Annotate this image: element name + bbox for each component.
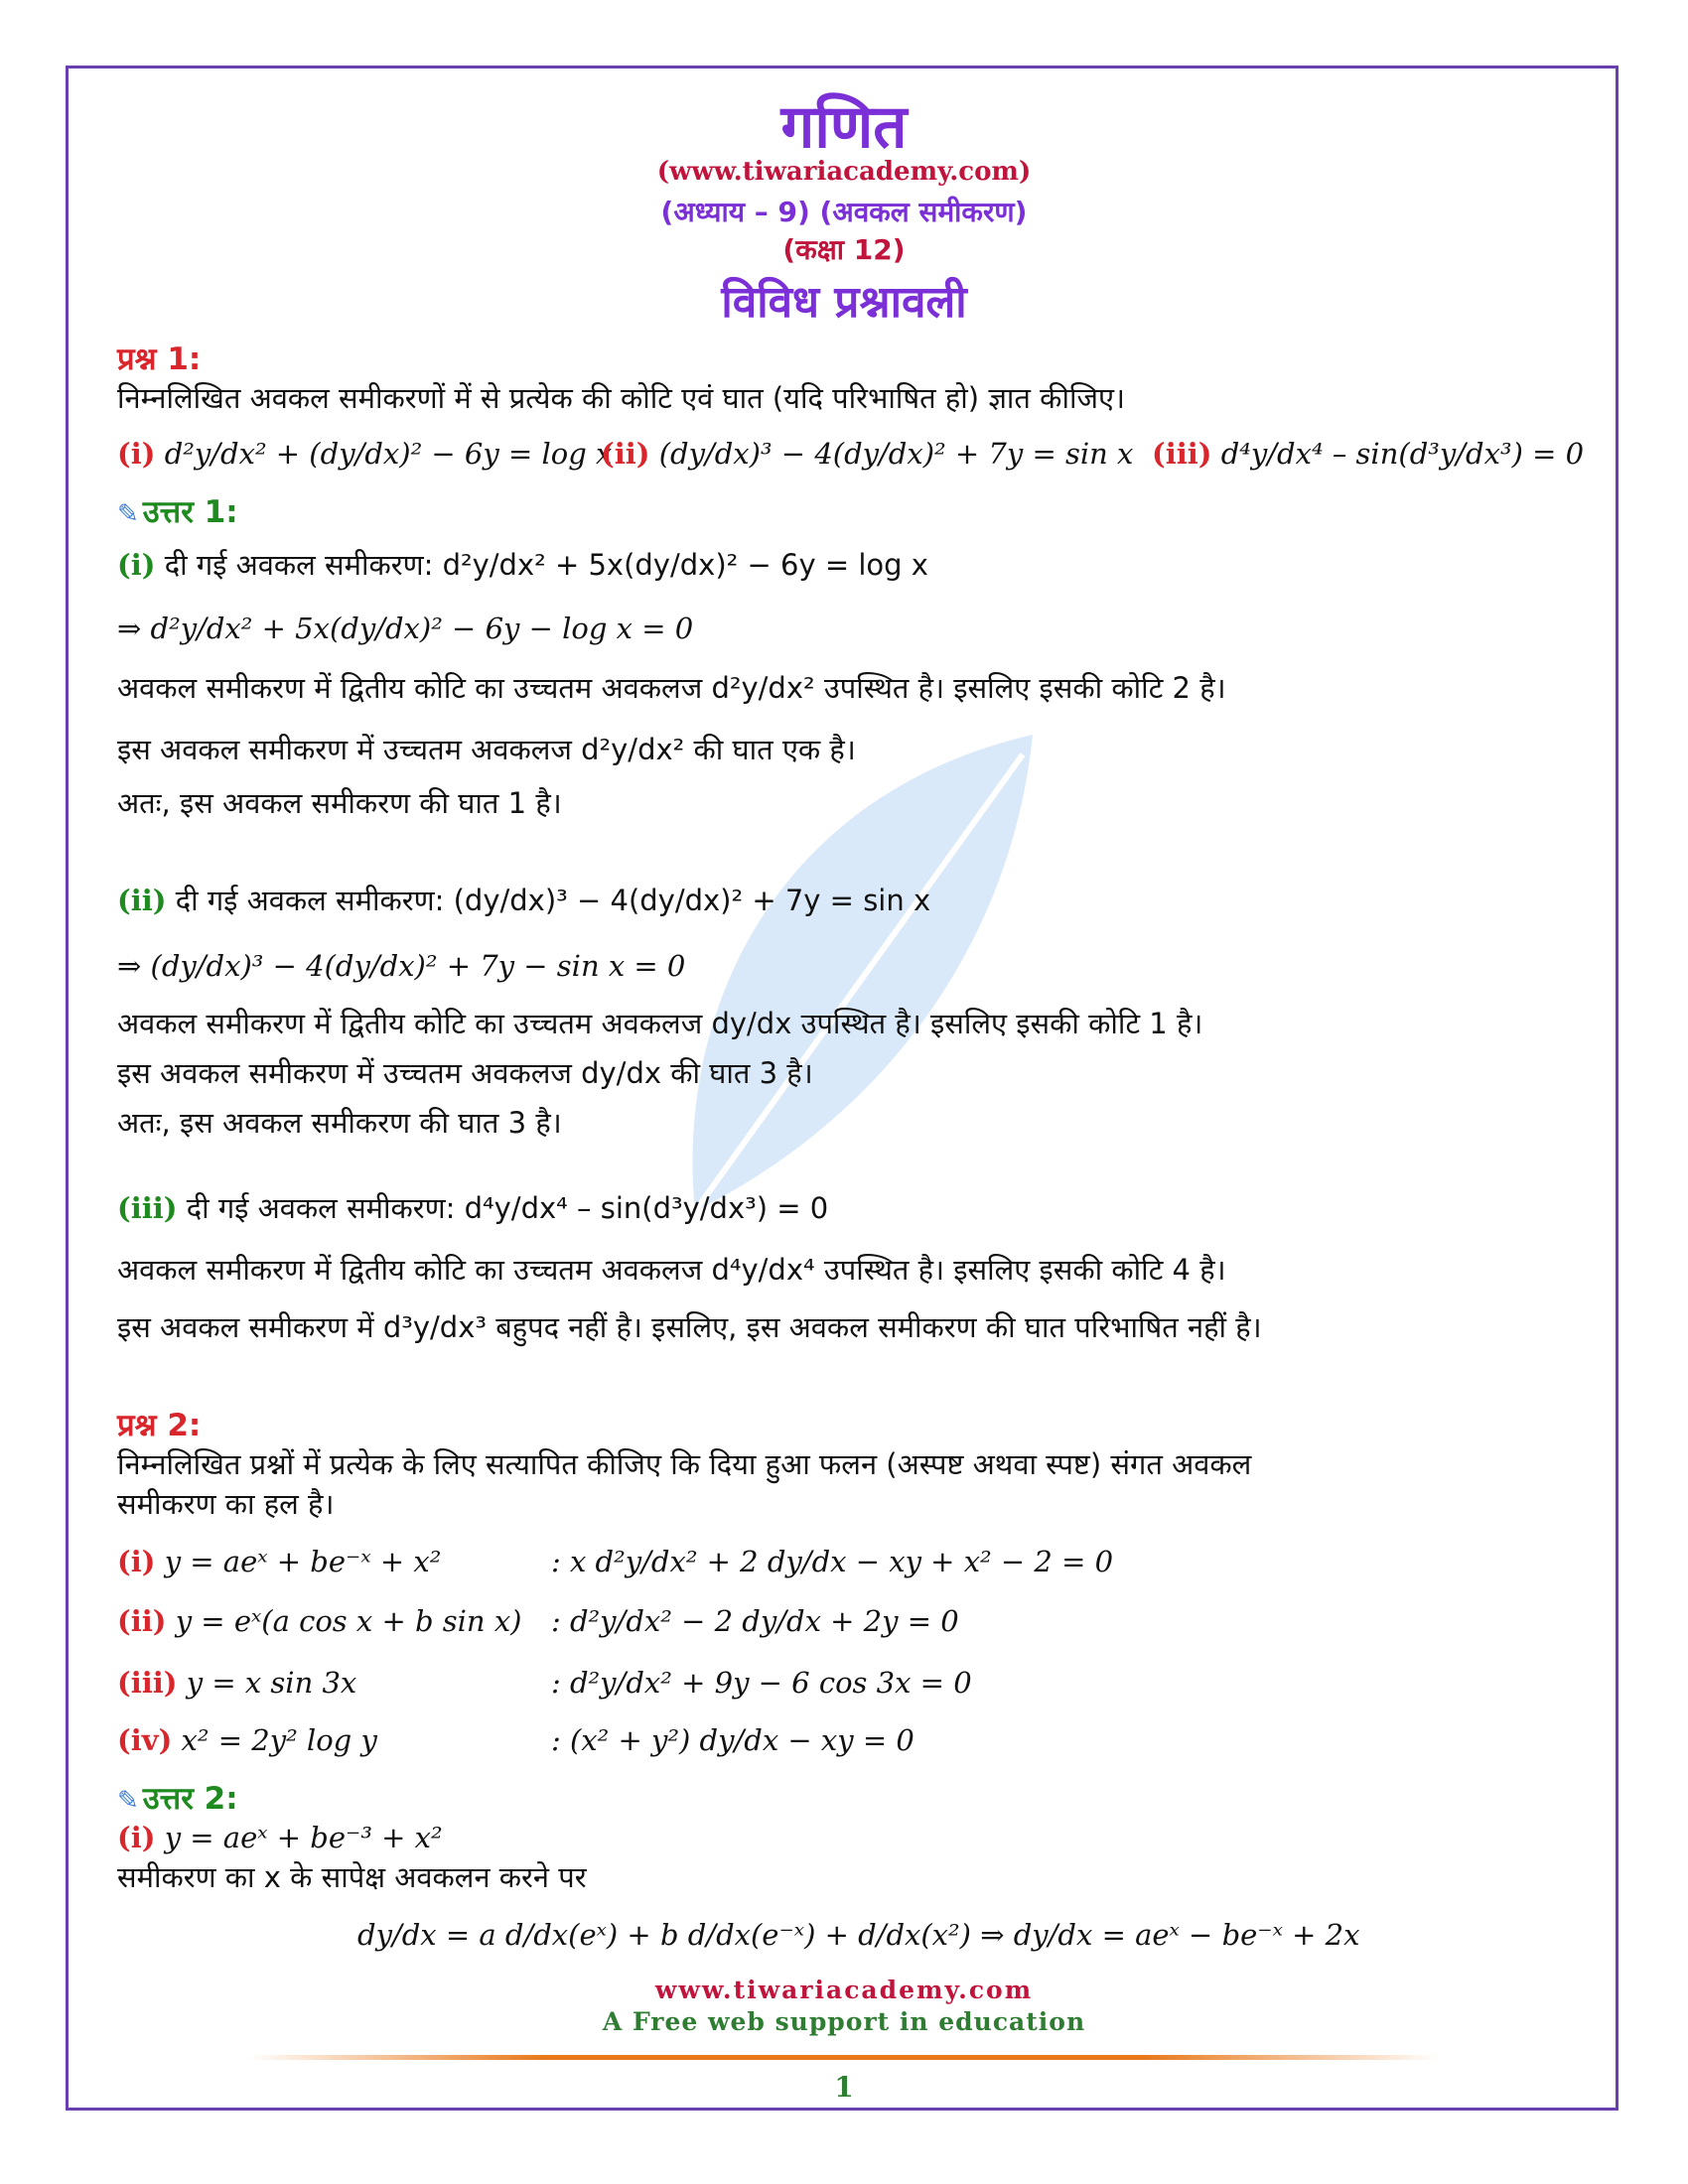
part-number: (iii): [117, 1666, 178, 1700]
question-2-part-i: [117, 1545, 441, 1579]
answer-1-iii-line2: अवकल समीकरण में द्वितीय कोटि का उच्चतम अवकलज d⁴y/dx⁴ उपस्थित है। इसलिए इसकी कोटि 4 है।: [117, 1253, 1226, 1287]
function: y = aeˣ + be⁻³ + x²: [164, 1821, 443, 1854]
answer-1-i-line5: अतः, इस अवकल समीकरण की घात 1 है।: [117, 786, 562, 820]
site-url[interactable]: (www.tiwariacademy.com): [656, 157, 1032, 187]
answer-1-ii-line3: अवकल समीकरण में द्वितीय कोटि का उच्चतम अवकलज dy/dx उपस्थित है। इसलिए इसकी कोटि 1 है।: [117, 1007, 1203, 1040]
page-title: गणित: [780, 92, 908, 162]
question-2-part-iv: [117, 1723, 377, 1758]
chapter-title: (अध्याय – 9) (अवकल समीकरण): [660, 196, 1028, 228]
answer-2-label: [117, 1777, 238, 1819]
part-number: (i): [117, 548, 156, 582]
answer-1-i-line2: ⇒ d²y/dx² + 5x(dy/dx)² − 6y − log x = 0: [117, 612, 694, 645]
question-1-part-ii: [601, 437, 1133, 472]
equation: d⁴y/dx⁴ – sin(d³y/dx³) = 0: [1220, 437, 1585, 471]
answer-1-i-line1: [117, 548, 928, 583]
question-2-part-iii: [117, 1666, 356, 1701]
answer-1-ii-line5: अतः, इस अवकल समीकरण की घात 3 है।: [117, 1106, 562, 1140]
line-text: दी गई अवकल समीकरण: d²y/dx² + 5x(dy/dx)² − 6y = log x: [164, 548, 928, 582]
footer-site-url[interactable]: www.tiwariacademy.com: [654, 1976, 1034, 2004]
part-number: (i): [117, 1545, 156, 1578]
answer-1-label: [117, 490, 238, 532]
line-text: दी गई अवकल समीकरण: d⁴y/dx⁴ – sin(d³y/dx³) = 0: [186, 1191, 829, 1225]
function: y = x sin 3x: [186, 1666, 357, 1700]
question-1-part-i: [117, 437, 612, 472]
question-2-part-ii-equation: : d²y/dx² − 2 dy/dx + 2y = 0: [551, 1604, 959, 1638]
question-1-label: प्रश्न 1:: [117, 341, 202, 377]
function: x² = 2y² log y: [181, 1723, 377, 1757]
question-1-part-iii: [1152, 437, 1584, 472]
answer-label-text: उत्तर 2:: [142, 1781, 238, 1817]
function: y = eˣ(a cos x + b sin x): [175, 1604, 522, 1638]
answer-2-line2: dy/dx = a d/dx(eˣ) + b d/dx(e⁻ˣ) + d/dx(x²) ⇒ dy/dx = aeˣ − be⁻ˣ + 2x: [357, 1918, 1360, 1952]
answer-1-i-line3: अवकल समीकरण में द्वितीय कोटि का उच्चतम अवकलज d²y/dx² उपस्थित है। इसलिए इसकी कोटि 2 है।: [117, 671, 1226, 705]
answer-1-i-line4: इस अवकल समीकरण में उच्चतम अवकलज d²y/dx² की घात एक है।: [117, 733, 856, 766]
part-number: (iii): [117, 1191, 178, 1225]
equation: (dy/dx)³ − 4(dy/dx)² + 7y = sin x: [658, 437, 1134, 471]
exercise-title: विविध प्रश्नावली: [721, 277, 967, 328]
part-number: (ii): [601, 437, 650, 471]
class-label: (कक्षा 12): [782, 233, 906, 266]
function: y = aeˣ + be⁻ˣ + x²: [164, 1545, 442, 1578]
pencil-icon: ✎: [117, 499, 139, 529]
part-number: (i): [117, 1821, 156, 1854]
answer-2-part-i: [117, 1821, 443, 1855]
question-1-text: निम्नलिखित अवकल समीकरणों में से प्रत्येक की कोटि एवं घात (यदि परिभाषित हो) ज्ञात कीजिए।: [117, 381, 1126, 415]
watermark-leaf-icon: [635, 715, 1053, 1231]
answer-1-ii-line4: इस अवकल समीकरण में उच्चतम अवकलज dy/dx की घात 3 है।: [117, 1056, 813, 1090]
answer-label-text: उत्तर 1:: [142, 494, 238, 530]
question-2-text-line1: निम्नलिखित प्रश्नों में प्रत्येक के लिए सत्यापित कीजिए कि दिया हुआ फलन (अस्पष्ट अथवा स्पष्ट) संगत अवकल: [117, 1447, 1252, 1481]
question-2-part-i-equation: : x d²y/dx² + 2 dy/dx − xy + x² − 2 = 0: [551, 1545, 1114, 1578]
answer-2-line1: समीकरण का x के सापेक्ष अवकलन करने पर: [117, 1860, 587, 1894]
equation: d²y/dx² + (dy/dx)² − 6y = log x: [164, 437, 613, 471]
question-2-label: प्रश्न 2:: [117, 1408, 202, 1443]
part-number: (iii): [1152, 437, 1212, 471]
question-2-part-iv-equation: : (x² + y²) dy/dx − xy = 0: [551, 1723, 914, 1757]
footer-divider: [248, 2055, 1440, 2060]
question-2-text-line2: समीकरण का हल है।: [117, 1487, 335, 1521]
page-number: 1: [834, 2071, 854, 2104]
answer-1-iii-line3: इस अवकल समीकरण में d³y/dx³ बहुपद नहीं है। इसलिए, इस अवकल समीकरण की घात परिभाषित नहीं है।: [117, 1310, 1262, 1344]
pencil-icon: ✎: [117, 1786, 139, 1816]
question-2-part-iii-equation: : d²y/dx² + 9y − 6 cos 3x = 0: [551, 1666, 972, 1700]
part-number: (ii): [117, 884, 167, 917]
answer-1-ii-line1: [117, 884, 930, 918]
part-number: (i): [117, 437, 156, 471]
part-number: (ii): [117, 1604, 167, 1638]
footer-tagline: A Free web support in education: [602, 2007, 1086, 2036]
part-number: (iv): [117, 1723, 173, 1757]
answer-1-ii-line2: ⇒ (dy/dx)³ − 4(dy/dx)² + 7y − sin x = 0: [117, 949, 686, 983]
question-2-part-ii: [117, 1604, 522, 1639]
answer-1-iii-line1: [117, 1191, 828, 1226]
line-text: दी गई अवकल समीकरण: (dy/dx)³ − 4(dy/dx)² + 7y = sin x: [175, 884, 931, 917]
